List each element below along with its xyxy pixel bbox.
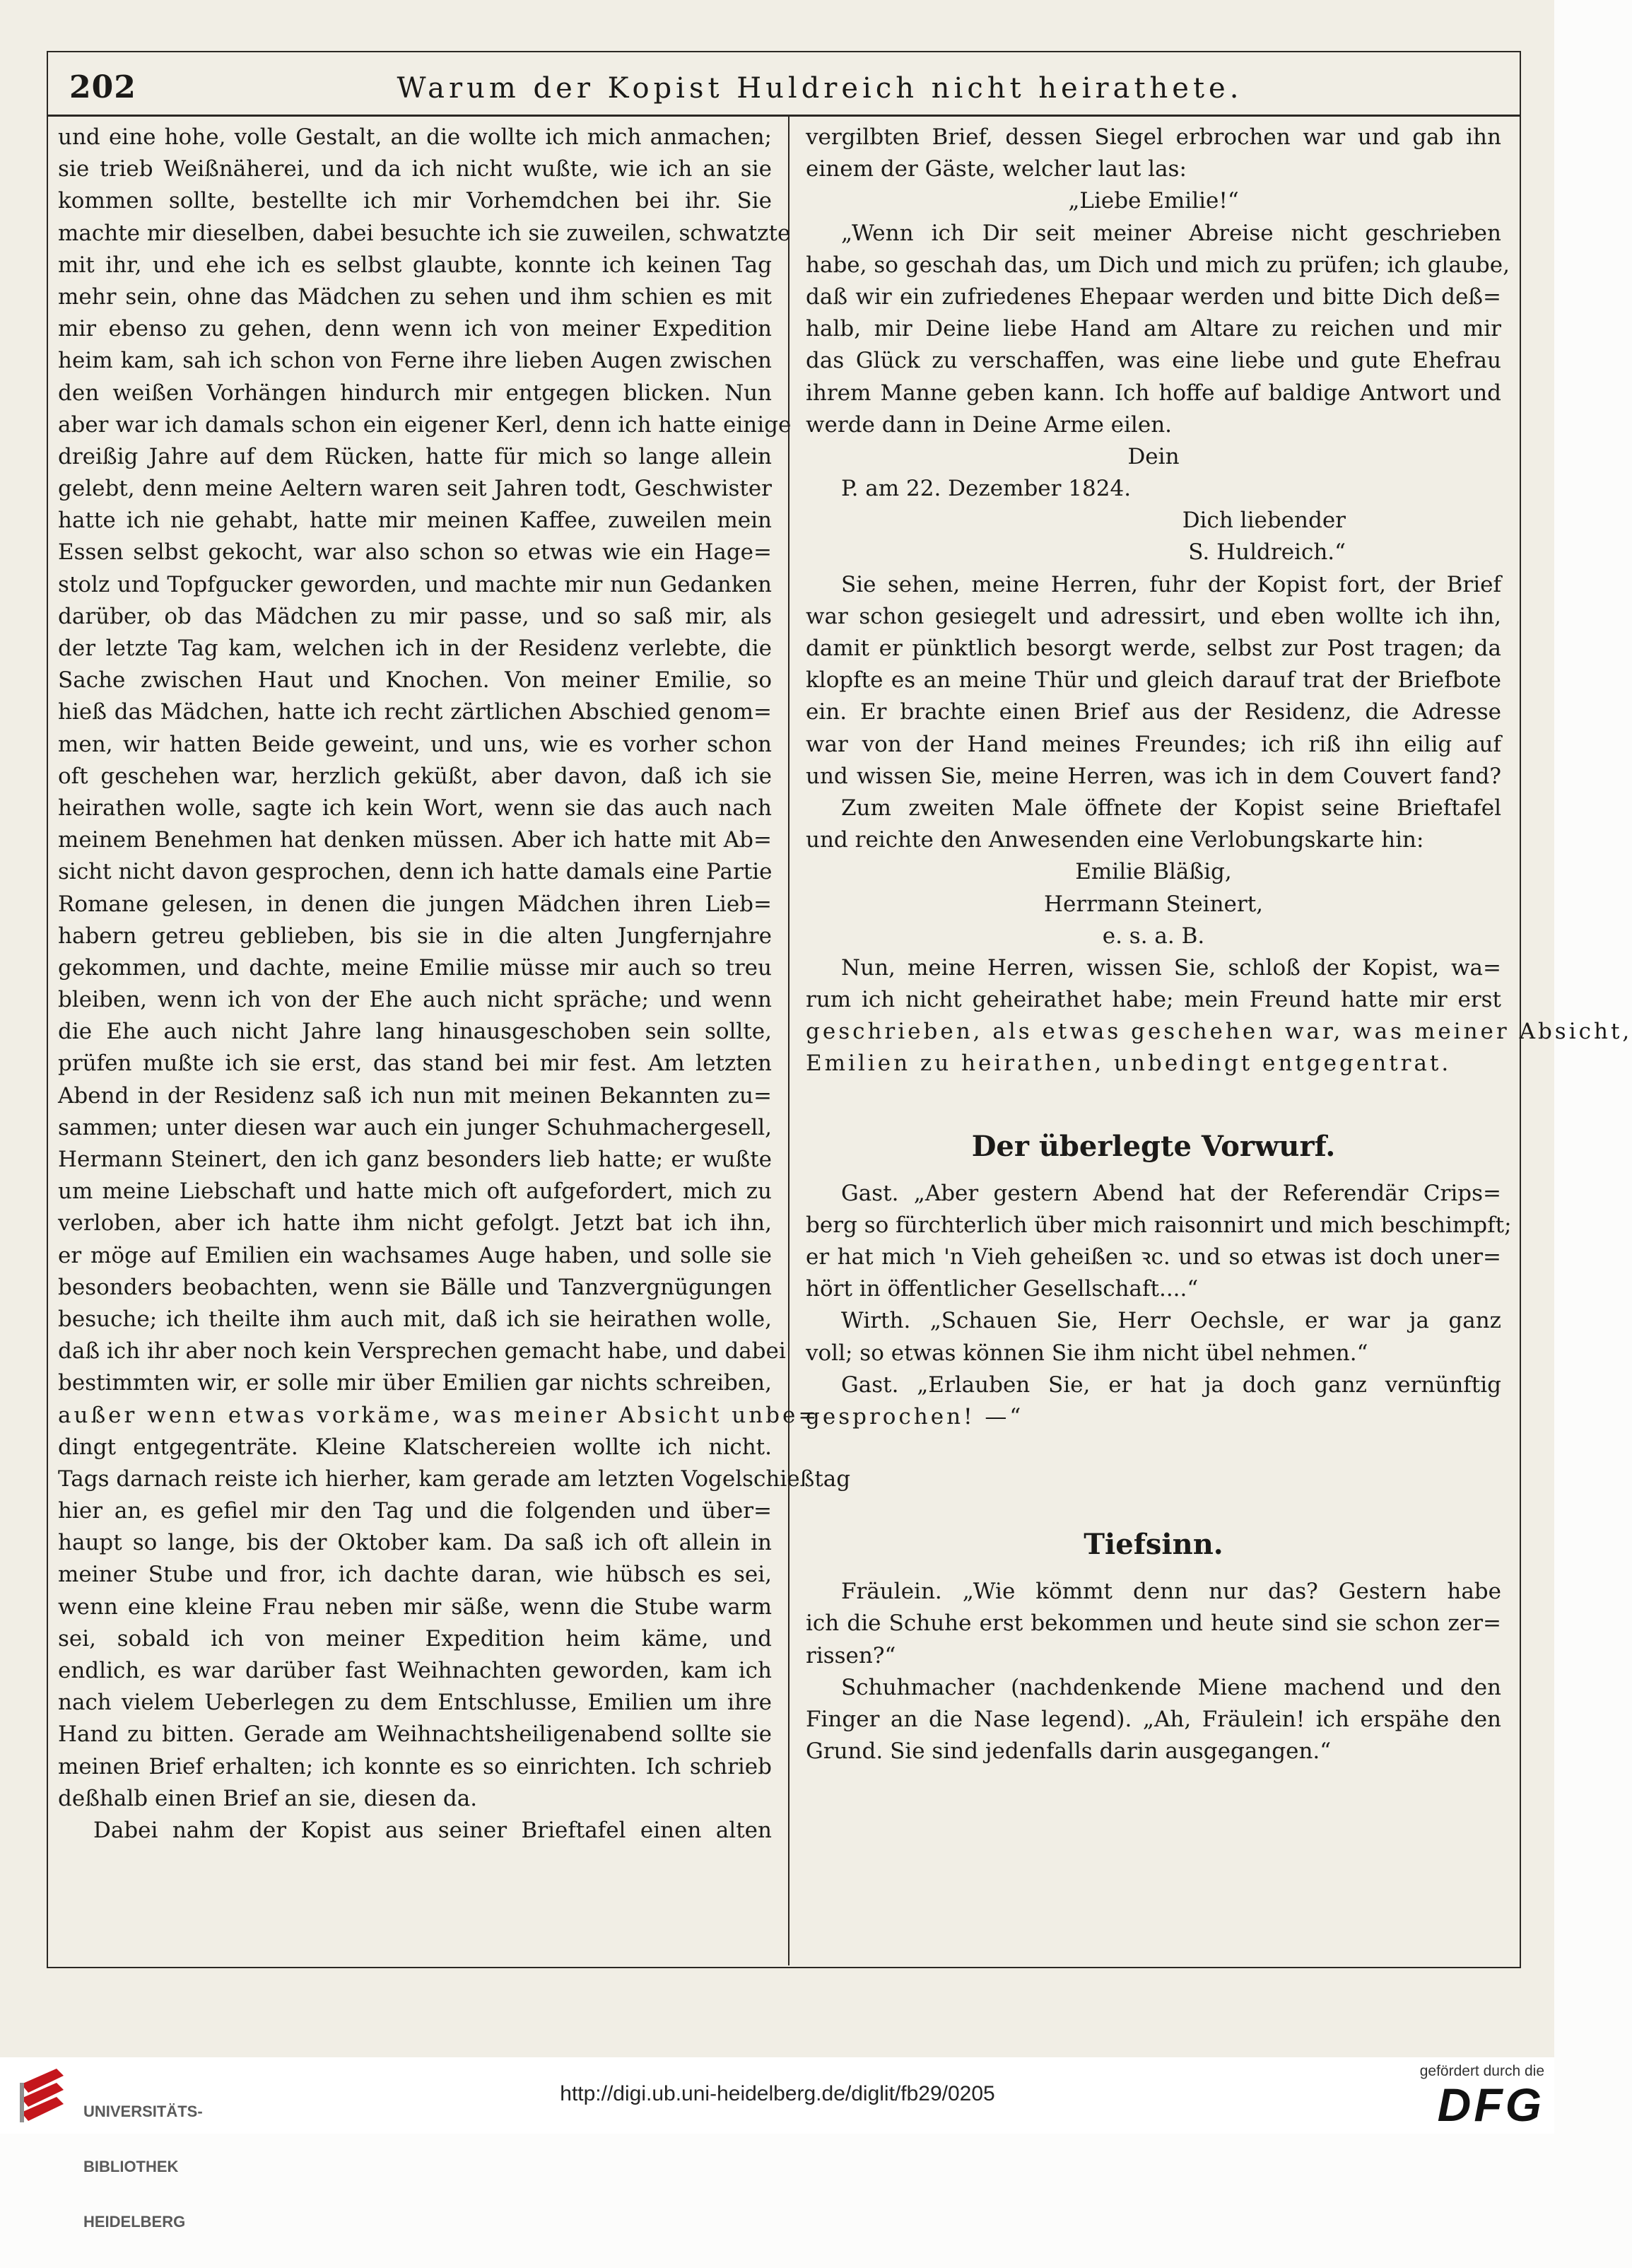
text-line: werde dann in Deine Arme eilen.	[806, 411, 1173, 438]
anecdote-tiefsinn	[806, 1576, 1501, 1767]
text-line: damit er pünktlich besorgt werde, selbst zur Post tragen; da	[806, 636, 1501, 661]
text-line: voll; so etwas können Sie ihm nicht übel nehmen.“	[806, 1340, 1368, 1366]
text-line: mehr sein, ohne das Mädchen zu sehen und ihm schien es mit	[58, 284, 772, 310]
text-line: meinen Brief erhalten; ich konnte es so einrichten. Ich schrieb	[58, 1753, 772, 1779]
text-line: Gast. „Erlauben Sie, er hat ja doch ganz vernünftig	[841, 1372, 1501, 1398]
text-line: daß wir ein zufriedenes Ehepaar werden und bitte Dich deß=	[806, 284, 1501, 310]
text-line: verloben, aber ich hatte ihm nicht gefolgt. Jetzt bat ich ihn,	[58, 1210, 772, 1237]
text-line: besonders beobachten, wenn sie Bälle und Tanzvergnügungen	[58, 1274, 772, 1300]
text-line: heim kam, sah ich schon von Ferne ihre lieben Augen zwischen	[58, 348, 772, 374]
page-number: 202	[69, 69, 136, 105]
right-column	[806, 122, 1632, 1767]
text-line: ihrem Manne geben kann. Ich hoffe auf baldige Antwort und	[806, 380, 1501, 406]
text-line: Essen selbst gekocht, war also schon so etwas wie ein Hage=	[58, 539, 772, 566]
text-line: ein. Er brachte einen Brief aus der Residenz, die Adresse	[806, 699, 1501, 725]
text-line: rissen?“	[806, 1642, 896, 1668]
section-heading-tiefsinn: Tiefsinn.	[1084, 1528, 1223, 1562]
text-line: Emilien zu heirathen, unbedingt entgegentrat.	[806, 1051, 1452, 1077]
header-rule	[47, 115, 1520, 117]
text-line: stolz und Topfgucker geworden, und machte mir nun Gedanken	[58, 571, 772, 597]
text-line: hieß das Mädchen, hatte ich recht zärtlichen Abschied genom=	[58, 699, 772, 725]
text-line: Dein	[1127, 443, 1180, 469]
text-line: Sie sehen, meine Herren, fuhr der Kopist fort, der Brief	[841, 571, 1501, 597]
text-line: P. am 22. Dezember 1824.	[841, 476, 1132, 502]
library-name	[83, 2066, 203, 2268]
text-line: Emilie Bläßig,	[1075, 859, 1232, 885]
text-line: aber war ich damals schon ein eigener Kerl, denn ich hatte einige	[58, 411, 792, 438]
text-line: dingt entgegenträte. Kleine Klatschereien wollte ich nicht.	[58, 1434, 772, 1460]
story-ending	[806, 122, 1632, 1080]
text-line: Romane gelesen, in denen die jungen Mädchen ihren Lieb=	[58, 891, 772, 917]
column-divider	[788, 116, 789, 1965]
text-line: darüber, ob das Mädchen zu mir passe, und so saß mir, als	[58, 603, 772, 629]
text-line: Dich liebender	[1182, 508, 1346, 534]
library-name-line: BIBLIOTHEK	[83, 2158, 179, 2175]
text-line: mit ihr, und ehe ich es selbst glaubte, konnte ich keinen Tag	[58, 252, 772, 278]
text-line: Tags darnach reiste ich hierher, kam gerade am letzten Vogelschießtag	[58, 1466, 851, 1492]
text-line: Herrmann Steinert,	[1043, 891, 1264, 917]
text-line: habern getreu geblieben, bis sie in die alten Jungfernjahre	[58, 923, 772, 949]
text-line: ich die Schuhe erst bekommen und heute sind sie schon zer=	[806, 1611, 1501, 1637]
text-line: hier an, es gefiel mir den Tag und die folgenden und über=	[58, 1498, 772, 1524]
text-line: kommen sollte, bestellte ich mir Vorhemdchen bei ihr. Sie	[58, 188, 772, 214]
text-line: Fräulein. „Wie kömmt denn nur das? Gestern habe	[841, 1579, 1501, 1605]
text-line: mir ebenso zu gehen, denn wenn ich von meiner Expedition	[58, 316, 772, 342]
text-line: Finger an die Nase legend). „Ah, Fräulein! ich erspähe den	[806, 1706, 1501, 1732]
text-line: halb, mir Deine liebe Hand am Altare zu reichen und mir	[806, 316, 1501, 342]
text-line: heirathen wolle, sagte ich kein Wort, wenn sie das auch nach	[58, 795, 772, 821]
text-line: sicht nicht davon gesprochen, denn ich hatte damals eine Partie	[58, 859, 773, 885]
section-heading-vorwurf: Der überlegte Vorwurf.	[971, 1129, 1336, 1163]
text-line: einem der Gäste, welcher laut las:	[806, 156, 1187, 182]
text-line: gelebt, denn meine Aeltern waren seit Jahren todt, Geschwister	[58, 476, 772, 502]
library-logo[interactable]	[13, 2059, 225, 2231]
text-line: meinem Benehmen hat denken müssen. Aber ich hatte mit Ab=	[58, 827, 772, 853]
text-line: men, wir hatten Beide geweint, und uns, wie es vorher schon	[58, 731, 772, 757]
text-line: den weißen Vorhängen hindurch mir entgegen blicken. Nun	[58, 380, 772, 406]
text-line: und wissen Sie, meine Herren, was ich in dem Couvert fand?	[806, 763, 1501, 789]
text-line: „Wenn ich Dir seit meiner Abreise nicht geschrieben	[841, 220, 1501, 246]
text-line: Dabei nahm der Kopist aus seiner Brieftafel einen alten	[93, 1817, 772, 1843]
text-line: „Liebe Emilie!“	[1068, 188, 1239, 214]
source-url-link[interactable]: http://digi.ub.uni-heidelberg.de/diglit/fb29/0205	[560, 2082, 995, 2105]
text-line: sammen; unter diesen war auch ein junger Schuhmachergesell,	[58, 1114, 772, 1140]
text-line: Wirth. „Schauen Sie, Herr Oechsle, er war ja ganz	[841, 1308, 1501, 1334]
library-logo-icon	[14, 2063, 75, 2127]
anecdote-vorwurf	[806, 1178, 1512, 1434]
text-line: besuche; ich theilte ihm auch mit, daß ich sie heirathen wolle,	[58, 1306, 772, 1332]
text-line: bleiben, wenn ich von der Ehe auch nicht spräche; und wenn	[58, 987, 772, 1013]
text-line: prüfen mußte ich sie erst, das stand bei mir fest. Am letzten	[58, 1051, 772, 1077]
library-name-line: UNIVERSITÄTS-	[83, 2103, 203, 2120]
text-line: haupt so lange, bis der Oktober kam. Da saß ich oft allein in	[58, 1530, 772, 1556]
text-line: Nun, meine Herren, wissen Sie, schloß der Kopist, wa=	[841, 954, 1501, 981]
text-line: sei, sobald ich von meiner Expedition heim käme, und	[58, 1625, 772, 1652]
text-line: bestimmten wir, er solle mir über Emilien gar nichts schreiben,	[58, 1370, 772, 1396]
text-line: er möge auf Emilien ein wachsames Auge haben, und solle sie	[58, 1242, 772, 1268]
text-line: berg so fürchterlich über mich raisonnirt und mich beschimpft;	[806, 1212, 1512, 1238]
text-line: dreißig Jahre auf dem Rücken, hatte für mich so lange allein	[58, 443, 772, 469]
text-line: Sache zwischen Haut und Knochen. Von meiner Emilie, so	[58, 667, 772, 694]
library-name-line: HEIDELBERG	[83, 2213, 186, 2231]
text-line: vergilbten Brief, dessen Siegel erbrochen war und gab ihn	[806, 124, 1501, 150]
text-line: er hat mich 'n Vieh geheißen ꝛc. und so etwas ist doch uner=	[806, 1244, 1501, 1270]
text-line: habe, so geschah das, um Dich und mich zu prüfen; ich glaube,	[806, 252, 1510, 278]
text-line: das Glück zu verschaffen, was eine liebe und gute Ehefrau	[806, 348, 1501, 374]
text-line: gekommen, und dachte, meine Emilie müsse mir auch so treu	[58, 954, 772, 981]
text-line: machte mir dieselben, dabei besuchte ich sie zuweilen, schwatzte	[58, 220, 791, 246]
text-line: daß ich ihr aber noch kein Versprechen gemacht habe, und dabei	[58, 1338, 786, 1364]
text-line: und eine hohe, volle Gestalt, an die wollte ich mich anmachen;	[58, 124, 772, 150]
text-line: e. s. a. B.	[1102, 923, 1205, 949]
dfg-logo-icon: DFG	[1437, 2079, 1544, 2131]
text-line: deßhalb einen Brief an sie, diesen da.	[58, 1785, 478, 1811]
text-line: und reichte den Anwesenden eine Verlobungskarte hin:	[806, 827, 1424, 853]
text-line: sie trieb Weißnäherei, und da ich nicht wußte, wie ich an sie	[58, 156, 772, 182]
text-line: geschrieben, als etwas geschehen war, was meiner Absicht,	[806, 1019, 1632, 1045]
text-line: S. Huldreich.“	[1188, 539, 1346, 566]
text-line: endlich, es war darüber fast Weihnachten geworden, kam ich	[58, 1658, 772, 1683]
text-line: klopfte es an meine Thür und gleich darauf trat der Briefbote	[806, 667, 1501, 694]
funded-by-label: gefördert durch die	[1419, 2063, 1544, 2079]
text-line: wenn eine kleine Frau neben mir säße, wenn die Stube warm	[58, 1594, 772, 1620]
text-line: Hand zu bitten. Gerade am Weihnachtsheiligenabend sollte sie	[58, 1722, 772, 1748]
text-line: die Ehe auch nicht Jahre lang hinausgeschoben sein sollte,	[58, 1019, 772, 1045]
text-line: außer wenn etwas vorkäme, was meiner Absicht unbe=	[58, 1402, 820, 1428]
text-line: Grund. Sie sind jedenfalls darin ausgegangen.“	[806, 1738, 1332, 1765]
text-line: Hermann Steinert, den ich ganz besonders lieb hatte; er wußte	[58, 1147, 772, 1172]
text-line: hatte ich nie gehabt, hatte mir meinen Kaffee, zuweilen mein	[58, 508, 772, 534]
text-line: nach vielem Ueberlegen zu dem Entschlusse, Emilien um ihre	[58, 1690, 772, 1716]
text-line: der letzte Tag kam, welchen ich in der Residenz verlebte, die	[58, 636, 772, 661]
text-line: war schon gesiegelt und adressirt, und eben wollte ich ihn,	[806, 603, 1501, 629]
text-line: Schuhmacher (nachdenkende Miene machend und den	[841, 1674, 1501, 1700]
text-line: meiner Stube und fror, ich dachte daran, wie hübsch es sei,	[58, 1562, 772, 1588]
text-line: rum ich nicht geheirathet habe; mein Freund hatte mir erst	[806, 987, 1501, 1013]
funder-logo[interactable]	[1354, 2063, 1544, 2131]
text-line: Zum zweiten Male öffnete der Kopist seine Brieftafel	[841, 795, 1501, 821]
text-line: war von der Hand meines Freundes; ich riß ihn eilig auf	[806, 731, 1501, 757]
text-line: hört in öffentlicher Gesellschaft....“	[806, 1276, 1199, 1302]
text-line: Abend in der Residenz saß ich nun mit meinen Bekannten zu=	[58, 1082, 772, 1109]
text-line: um meine Liebschaft und hatte mich oft aufgefordert, mich zu	[58, 1179, 772, 1205]
running-title: Warum der Kopist Huldreich nicht heirathete.	[397, 72, 1243, 105]
text-line: gesprochen! —“	[806, 1403, 1024, 1430]
text-line: oft geschehen war, herzlich geküßt, aber davon, daß ich sie	[58, 763, 772, 789]
text-line: Gast. „Aber gestern Abend hat der Referendär Crips=	[841, 1180, 1501, 1206]
